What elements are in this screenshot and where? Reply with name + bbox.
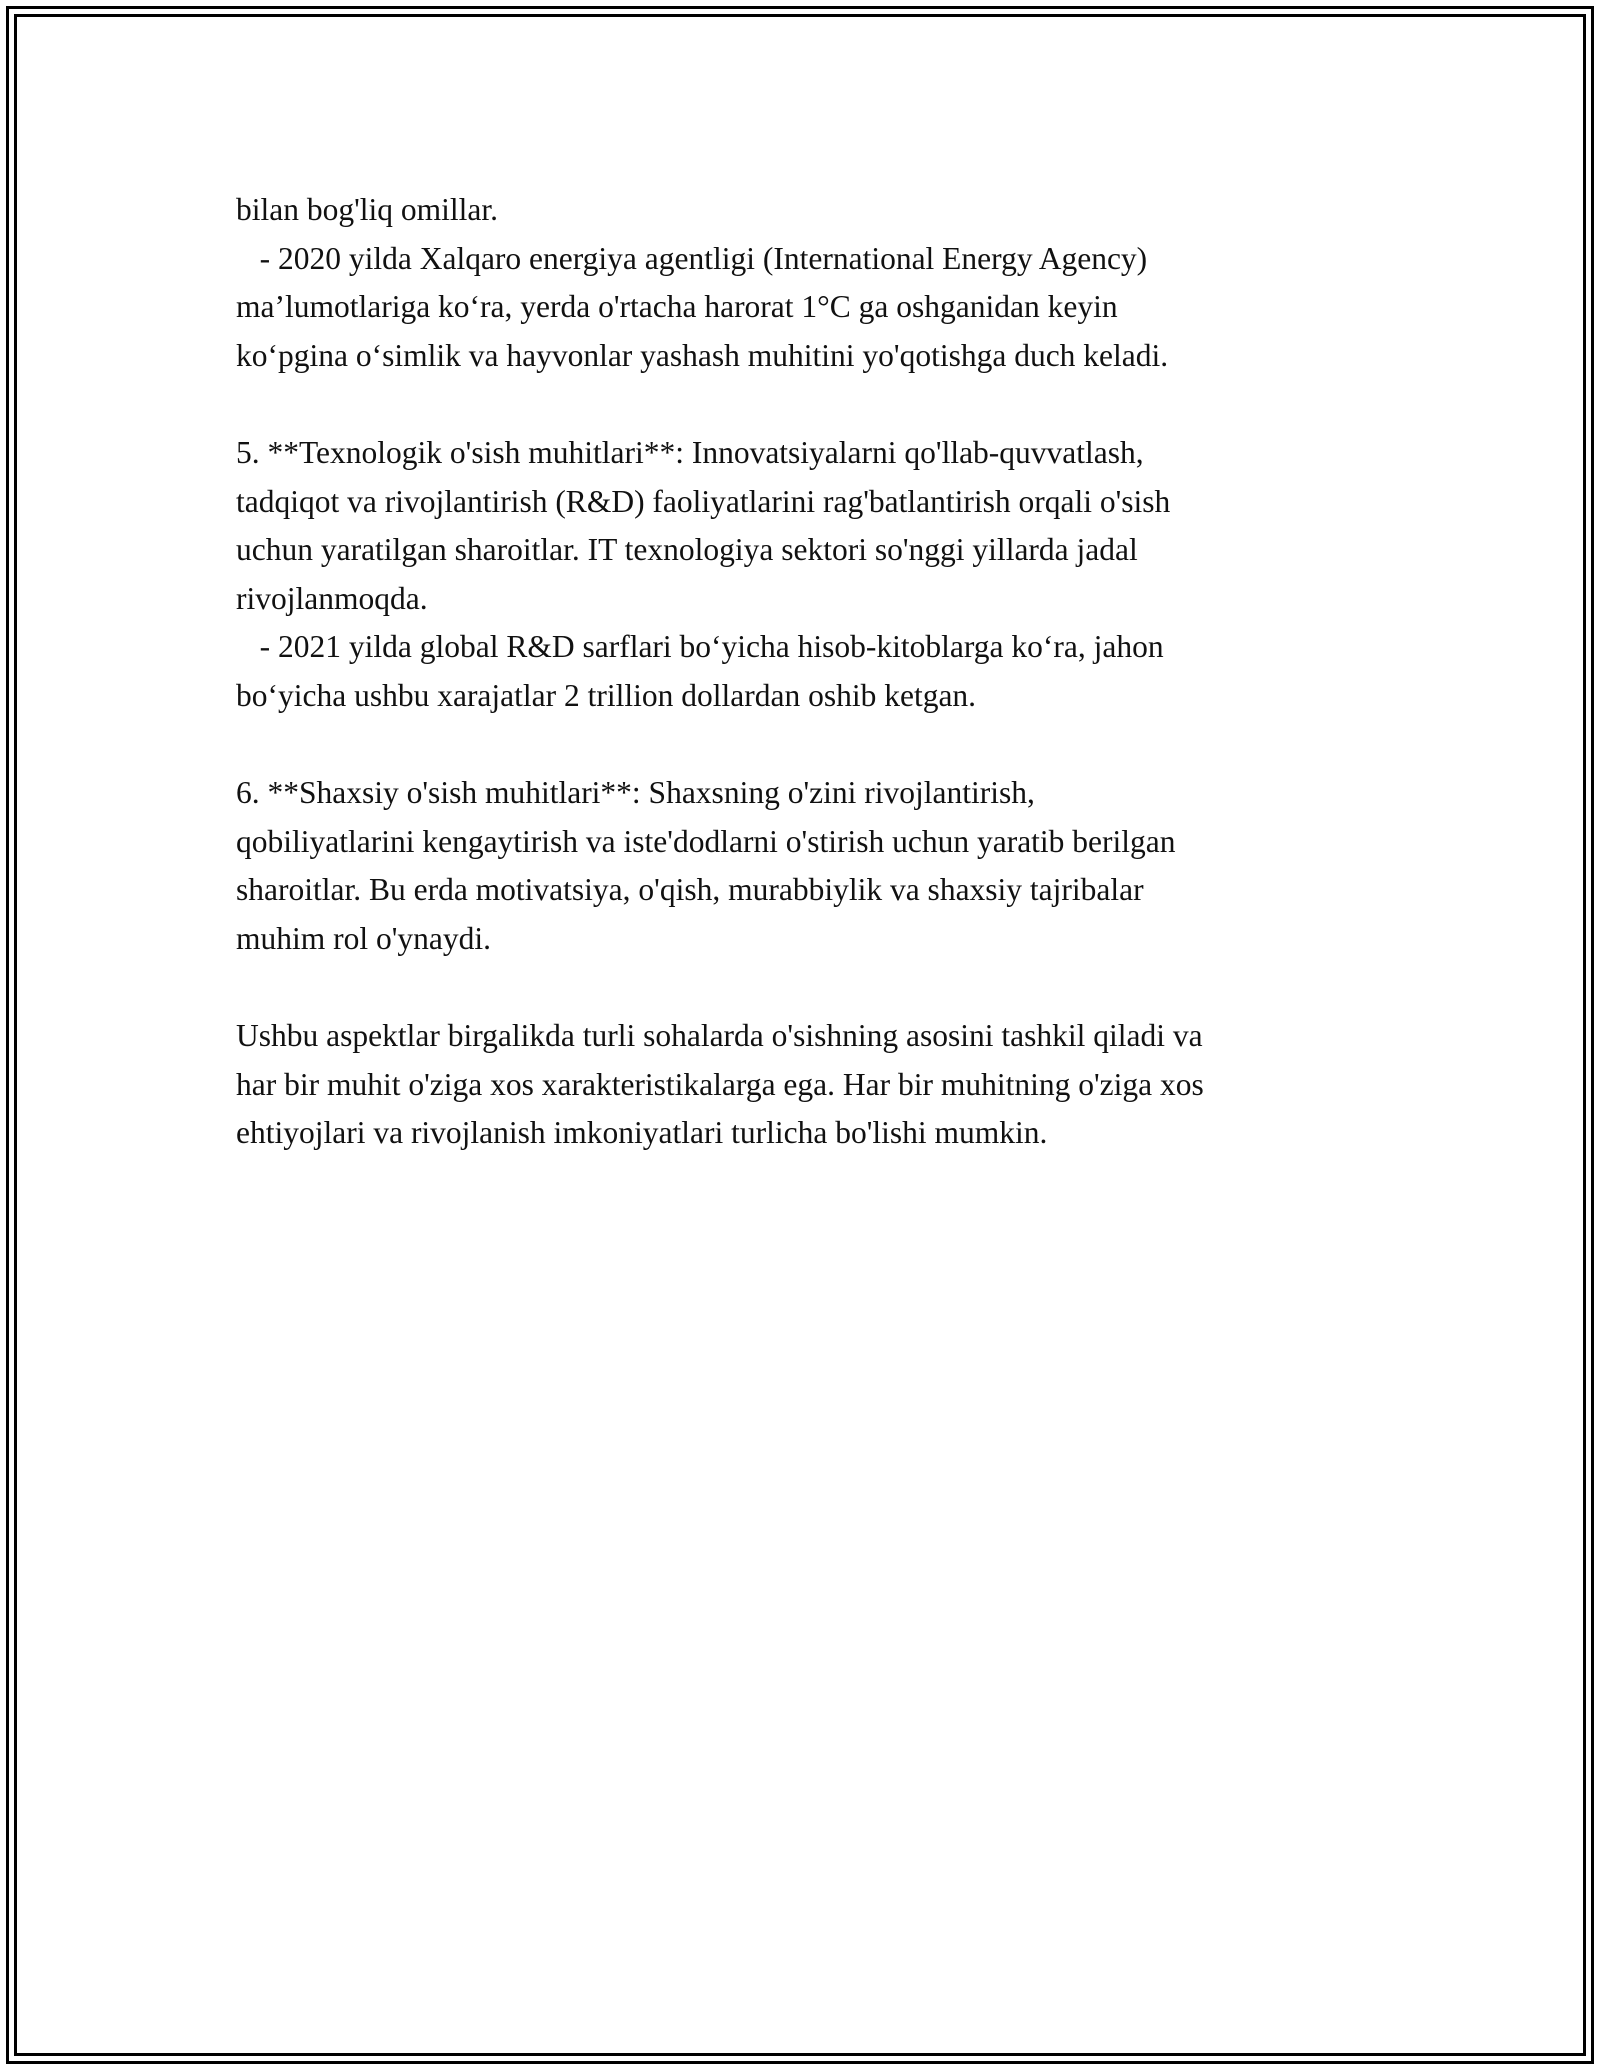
text-line: bo‘yicha ushbu xarajatlar 2 trillion dollardan oshib ketgan. bbox=[236, 677, 977, 713]
text-line: - 2020 yilda Xalqaro energiya agentligi (International Energy Agency) bbox=[236, 240, 1148, 276]
text-line: tadqiqot va rivojlantirish (R&D) faoliyatlarini rag'batlantirish orqali o'sish bbox=[236, 483, 1171, 519]
paragraph-spacer bbox=[236, 964, 1416, 1013]
paragraph-technological-growth bbox=[236, 429, 1416, 721]
text-line: ehtiyojlari va rivojlanish imkoniyatlari turlicha bo'lishi mumkin. bbox=[236, 1115, 1048, 1151]
paragraph-conclusion bbox=[236, 1012, 1416, 1158]
paragraph-personal-growth bbox=[236, 769, 1416, 963]
text-line: 5. **Texnologik o'sish muhitlari**: Innovatsiyalarni qo'llab-quvvatlash, bbox=[236, 434, 1144, 470]
text-line: sharoitlar. Bu erda motivatsiya, o'qish, murabbiylik va shaxsiy tajribalar bbox=[236, 872, 1144, 908]
text-line: har bir muhit o'ziga xos xarakteristikalarga ega. Har bir muhitning o'ziga xos bbox=[236, 1066, 1204, 1102]
text-line: Ushbu aspektlar birgalikda turli sohalarda o'sishning asosini tashkil qiladi va bbox=[236, 1018, 1203, 1054]
text-line: bilan bog'liq omillar. bbox=[236, 192, 499, 227]
text-line: ko‘pgina o‘simlik va hayvonlar yashash muhitini yo'qotishga duch keladi. bbox=[236, 337, 1169, 373]
text-line: - 2021 yilda global R&D sarflari bo‘yicha hisob-kitoblarga ko‘ra, jahon bbox=[236, 629, 1164, 665]
text-line: 6. **Shaxsiy o'sish muhitlari**: Shaxsning o'zini rivojlantirish, bbox=[236, 775, 1035, 811]
paragraph-spacer bbox=[236, 380, 1416, 429]
text-line: rivojlanmoqda. bbox=[236, 580, 428, 616]
paragraph-spacer bbox=[236, 721, 1416, 770]
text-line: qobiliyatlarini kengaytirish va iste'dodlarni o'stirish uchun yaratib berilgan bbox=[236, 823, 1176, 859]
text-line: uchun yaratilgan sharoitlar. IT texnologiya sektori so'nggi yillarda jadal bbox=[236, 532, 1138, 568]
paragraph-environmental-continuation bbox=[236, 186, 1416, 380]
text-line: muhim rol o'ynaydi. bbox=[236, 920, 492, 956]
text-line: ma’lumotlariga ko‘ra, yerda o'rtacha harorat 1°C ga oshganidan keyin bbox=[236, 289, 1118, 325]
document-body bbox=[236, 186, 1416, 1158]
